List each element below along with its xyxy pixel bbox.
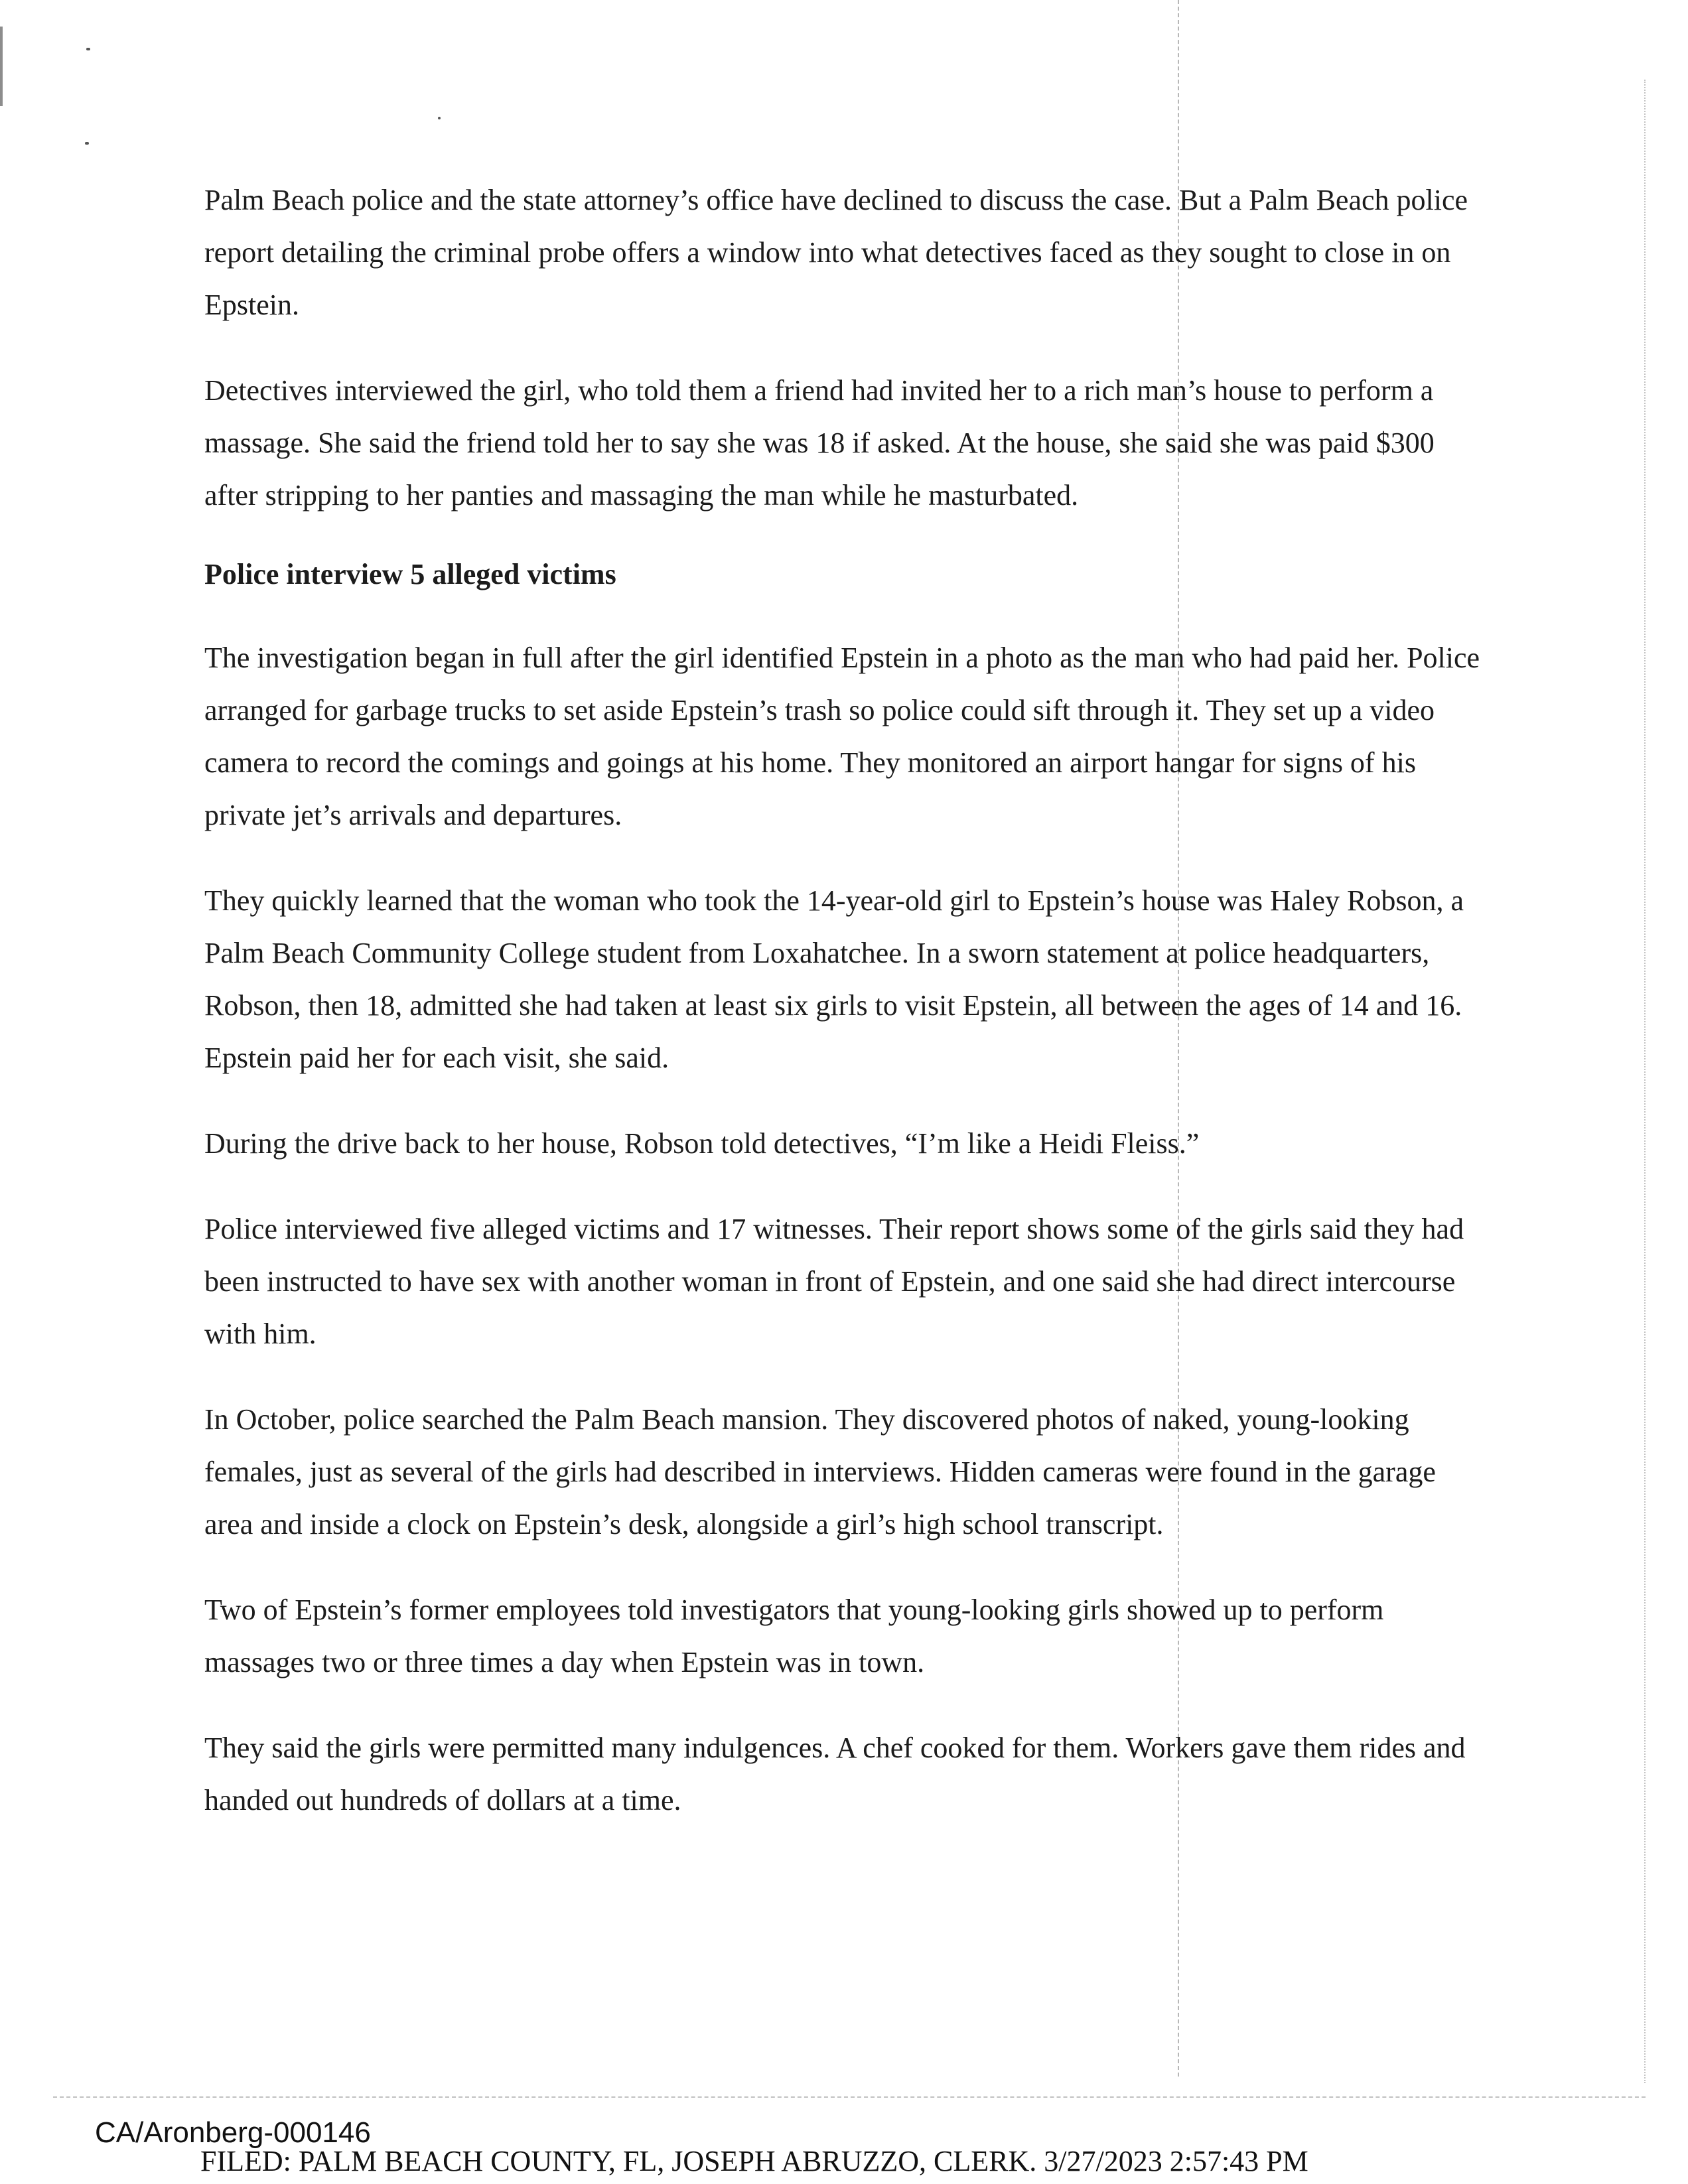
paragraph-3: The investigation began in full after the girl identified Epstein in a photo as the man who had paid her. Police arranged for garbage trucks to set aside Epstein’s trash so police could sift through it. They set up a video camera to record the comings and goings at his home. They monitored an airport hangar for signs of his private jet’s arrivals and departures.	[204, 642, 1480, 831]
filed-stamp: FILED: PALM BEACH COUNTY, FL, JOSEPH ABRUZZO, CLERK. 3/27/2023 2:57:43 PM	[200, 2145, 1308, 2177]
bates-number: CA/Aronberg-000146	[95, 2116, 371, 2149]
paragraph-1: Palm Beach police and the state attorney’s office have declined to discuss the case. But a Palm Beach police report detailing the criminal probe offers a window into what detectives faced as they sought to close in on Epstein.	[204, 184, 1468, 321]
paragraph-8: Two of Epstein’s former employees told investigators that young-looking girls showed up to perform massages two or three times a day when Epstein was in town.	[204, 1594, 1384, 1678]
paragraph-6: Police interviewed five alleged victims and 17 witnesses. Their report shows some of the girls said they had been instructed to have sex with another woman in front of Epstein, and one said she had direct intercourse with him.	[204, 1213, 1464, 1350]
scan-fold-line	[53, 2096, 1646, 2098]
paragraph-5: During the drive back to her house, Robson told detectives, “I’m like a Heidi Fleiss.”	[204, 1127, 1200, 1160]
paragraph-7: In October, police searched the Palm Beach mansion. They discovered photos of naked, young-looking females, just as several of the girls had described in interviews. Hidden cameras were found in the garage area and inside a clock on Epstein’s desk, alongside a girl’s high school transcript.	[204, 1403, 1436, 1540]
paragraph-4: They quickly learned that the woman who took the 14-year-old girl to Epstein’s house was Haley Robson, a Palm Beach Community College student from Loxahatchee. In a sworn statement at police headquarters, Robson, then 18, admitted she had taken at least six girls to visit Epstein, all between the ages of 14 and 16. Epstein paid her for each visit, she said.	[204, 884, 1464, 1074]
paragraph-2: Detectives interviewed the girl, who told them a friend had invited her to a rich man’s house to perform a massage. She said the friend told her to say she was 18 if asked. At the house, she said she was paid $300 after stripping to her panties and massaging the man while he masturbated.	[204, 374, 1435, 512]
scan-speck	[85, 142, 89, 145]
scan-edge-line	[1644, 80, 1646, 2083]
article-body	[204, 174, 1492, 1860]
scan-speck	[86, 48, 90, 50]
scan-speck	[438, 117, 441, 119]
scan-edge-artifact	[0, 27, 3, 106]
section-heading: Police interview 5 alleged victims	[204, 558, 616, 590]
paragraph-9: They said the girls were permitted many indulgences. A chef cooked for them. Workers gave them rides and handed out hundreds of dollars at a time.	[204, 1732, 1466, 1816]
